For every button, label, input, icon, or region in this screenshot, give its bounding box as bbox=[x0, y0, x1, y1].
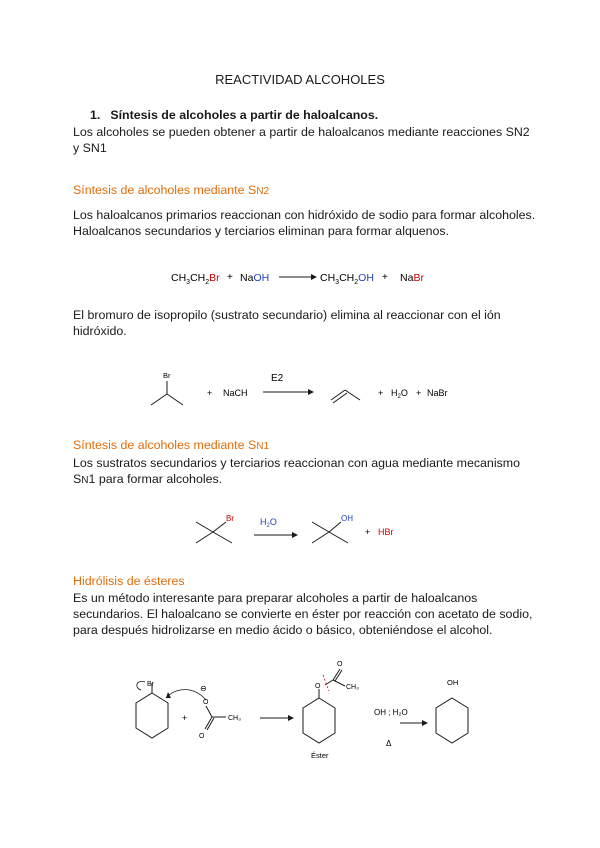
sn2-line: Haloalcanos secundarios y terciarios eliminan para formar alquenos. bbox=[73, 224, 450, 238]
ester-carbonyl-oxygen-label: O bbox=[337, 661, 343, 668]
carbonyl-oxygen-label: O bbox=[199, 733, 205, 740]
hydrolysis-line: Es un método interesante para preparar alcoholes a partir de haloalcanos bbox=[73, 591, 478, 605]
sn2-equation-isopropyl bbox=[0, 362, 600, 412]
sn1-equation bbox=[0, 505, 600, 560]
salt-label: NaBr bbox=[427, 388, 448, 398]
reaction-arrow bbox=[260, 715, 294, 721]
cyclohexyl-bromide-structure bbox=[136, 683, 168, 738]
plus-sign: + bbox=[227, 272, 233, 283]
hydrolysis-line: para después hidrolizarse en medio ácido o básico, obteniéndose el alcohol. bbox=[73, 623, 493, 637]
water-reagent: $H_2O$ bbox=[260, 517, 277, 529]
cyclohexyl-acetate-structure bbox=[303, 669, 345, 743]
sn2-paragraph bbox=[73, 207, 543, 239]
heat-symbol: Δ bbox=[386, 739, 392, 748]
plus-sign: + bbox=[182, 713, 188, 723]
plus-sign: + bbox=[207, 388, 213, 398]
bromine-label: Br bbox=[226, 514, 234, 523]
plus-sign: + bbox=[416, 388, 422, 398]
sn2-line: El bromuro de isopropilo (sustrato secundario) elimina al reaccionar con el ión bbox=[73, 308, 501, 322]
hbr-label: HBr bbox=[378, 527, 394, 537]
reaction-arrow bbox=[400, 720, 428, 726]
hydrolysis-line: secundarios. El haloalcano se convierte en éster por reacción con acetato de sodio, bbox=[73, 607, 533, 621]
water-label: $H_2O$ bbox=[391, 388, 408, 400]
hydroxyl-label: OH bbox=[341, 514, 353, 523]
ester-oxygen-label: O bbox=[315, 683, 321, 690]
hydrolysis-paragraph bbox=[73, 590, 543, 638]
reagent-naoh: NaOH bbox=[240, 272, 270, 284]
hydrolysis-conditions: OH ; H₂O bbox=[374, 708, 408, 717]
ester-caption: Éster bbox=[311, 751, 329, 760]
sn1-line: Los sustratos secundarios y terciarios reaccionan con agua mediante mecanismo bbox=[73, 456, 520, 470]
ester-methyl-label: CH₃ bbox=[346, 684, 359, 691]
bromine-label: Br bbox=[163, 371, 171, 380]
product-ethanol: $CH_3CH_2OH$ bbox=[320, 272, 374, 286]
sn2-equation-primary bbox=[0, 262, 600, 292]
plus-sign: + bbox=[378, 388, 384, 398]
sn2-line: Los haloalcanos primarios reaccionan con hidróxido de sodio para formar alcoholes. bbox=[73, 208, 536, 222]
intro-paragraph bbox=[73, 124, 543, 156]
tert-butanol-structure bbox=[312, 522, 348, 543]
sn1-heading-sub: N1 bbox=[256, 441, 270, 452]
cyclohexanol-structure bbox=[436, 698, 468, 743]
reaction-arrow bbox=[279, 274, 317, 280]
hydrolysis-heading: Hidrólisis de ésteres bbox=[73, 574, 185, 588]
section-heading-1 bbox=[90, 108, 378, 122]
arrow-label-e2: E2 bbox=[271, 373, 284, 384]
bromine-label: Br bbox=[147, 681, 154, 688]
plus-sign: + bbox=[365, 527, 371, 537]
reaction-arrow bbox=[263, 389, 314, 395]
reactant-ethyl-bromide: $CH_3CH_2Br$ bbox=[171, 272, 220, 286]
isopropyl-bromide-structure bbox=[151, 381, 183, 405]
sn1-heading-text: Síntesis de alcoholes mediante S bbox=[73, 438, 257, 452]
ester-hydrolysis-scheme bbox=[0, 655, 600, 770]
methyl-label: CH₃ bbox=[228, 715, 241, 722]
reagent-label: NaCH bbox=[223, 388, 248, 398]
sn2-heading-text: Síntesis de alcoholes mediante S bbox=[73, 183, 257, 197]
propene-structure bbox=[331, 390, 360, 403]
sn2-heading bbox=[73, 182, 543, 200]
oxygen-anion-label: O bbox=[203, 699, 209, 706]
sn2-paragraph-2 bbox=[73, 307, 543, 339]
reaction-arrow bbox=[254, 532, 298, 538]
plus-sign: + bbox=[382, 272, 388, 283]
sn2-line: hidróxido. bbox=[73, 324, 127, 338]
sn1-paragraph bbox=[73, 455, 543, 489]
product-nabr: NaBr bbox=[400, 272, 424, 284]
curved-arrow-leaving-group bbox=[137, 681, 145, 690]
section-heading-text: Síntesis de alcoholes a partir de haloalcanos. bbox=[110, 108, 379, 122]
sn1-line: SN1 para formar alcoholes. bbox=[73, 472, 223, 486]
negative-charge: ⊖ bbox=[200, 684, 207, 693]
page-title: REACTIVIDAD ALCOHOLES bbox=[215, 72, 385, 87]
product-hydroxyl-label: OH bbox=[447, 678, 459, 687]
intro-line: Los alcoholes se pueden obtener a partir de haloalcanos mediante reacciones SN2 bbox=[73, 125, 530, 139]
acetate-structure bbox=[205, 706, 226, 730]
sn2-heading-sub: N2 bbox=[256, 186, 270, 197]
sn1-heading bbox=[73, 437, 543, 455]
section-number: 1. bbox=[90, 108, 101, 122]
tert-butyl-bromide-structure bbox=[196, 522, 232, 543]
intro-line: y SN1 bbox=[73, 141, 107, 155]
